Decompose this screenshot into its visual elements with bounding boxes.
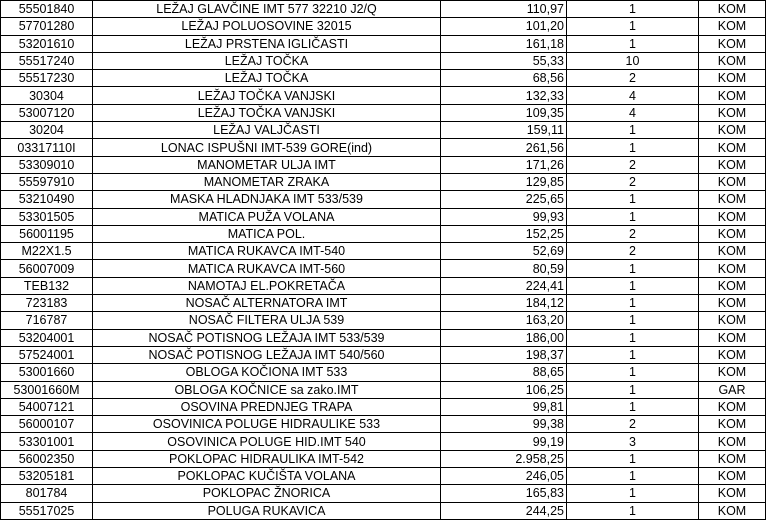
part-quantity-cell: 1: [567, 35, 699, 52]
part-price-cell: 101,20: [441, 18, 567, 35]
table-row: [1, 398, 766, 415]
part-quantity-cell: 4: [567, 104, 699, 121]
table-row: [1, 87, 766, 104]
part-name-cell: LEŽAJ TOČKA VANJSKI: [93, 104, 441, 121]
part-unit-cell: KOM: [699, 243, 766, 260]
table-row: [1, 450, 766, 467]
table-row: [1, 295, 766, 312]
part-code-cell: TEB132: [1, 277, 93, 294]
part-name-cell: MATICA RUKAVCA IMT-540: [93, 243, 441, 260]
part-price-cell: 106,25: [441, 381, 567, 398]
table-row: [1, 416, 766, 433]
part-name-cell: NOSAČ POTISNOG LEŽAJA IMT 540/560: [93, 346, 441, 363]
part-unit-cell: KOM: [699, 70, 766, 87]
part-quantity-cell: 1: [567, 191, 699, 208]
part-price-cell: 225,65: [441, 191, 567, 208]
part-unit-cell: KOM: [699, 468, 766, 485]
part-code-cell: 30204: [1, 122, 93, 139]
part-code-cell: 723183: [1, 295, 93, 312]
part-name-cell: OBLOGA KOČNICE sa zako.IMT: [93, 381, 441, 398]
part-name-cell: OBLOGA KOČIONA IMT 533: [93, 364, 441, 381]
part-name-cell: MATICA POL.: [93, 225, 441, 242]
part-quantity-cell: 3: [567, 433, 699, 450]
part-price-cell: 261,56: [441, 139, 567, 156]
part-code-cell: 55597910: [1, 173, 93, 190]
part-name-cell: LEŽAJ POLUOSOVINE 32015: [93, 18, 441, 35]
part-quantity-cell: 1: [567, 485, 699, 502]
part-quantity-cell: 1: [567, 122, 699, 139]
part-name-cell: LEŽAJ GLAVČINE IMT 577 32210 J2/Q: [93, 1, 441, 18]
part-price-cell: 80,59: [441, 260, 567, 277]
part-name-cell: MATICA PUŽA VOLANA: [93, 208, 441, 225]
part-price-cell: 163,20: [441, 312, 567, 329]
part-code-cell: 53205181: [1, 468, 93, 485]
part-unit-cell: KOM: [699, 416, 766, 433]
table-row: [1, 346, 766, 363]
table-row: [1, 156, 766, 173]
part-unit-cell: KOM: [699, 191, 766, 208]
part-unit-cell: KOM: [699, 173, 766, 190]
part-code-cell: 55517230: [1, 70, 93, 87]
part-unit-cell: KOM: [699, 364, 766, 381]
part-quantity-cell: 1: [567, 277, 699, 294]
part-unit-cell: KOM: [699, 104, 766, 121]
table-row: [1, 485, 766, 502]
table-row: [1, 225, 766, 242]
part-unit-cell: KOM: [699, 260, 766, 277]
part-code-cell: 03317110I: [1, 139, 93, 156]
part-code-cell: 801784: [1, 485, 93, 502]
part-code-cell: 55501840: [1, 1, 93, 18]
part-unit-cell: KOM: [699, 295, 766, 312]
part-unit-cell: KOM: [699, 156, 766, 173]
part-quantity-cell: 2: [567, 225, 699, 242]
part-name-cell: POLUGA RUKAVICA: [93, 502, 441, 519]
part-code-cell: 716787: [1, 312, 93, 329]
part-code-cell: 56007009: [1, 260, 93, 277]
part-price-cell: 159,11: [441, 122, 567, 139]
part-unit-cell: KOM: [699, 139, 766, 156]
part-quantity-cell: 1: [567, 450, 699, 467]
part-name-cell: OSOVINICA POLUGE HIDRAULIKE 533: [93, 416, 441, 433]
part-code-cell: 53001660M: [1, 381, 93, 398]
part-name-cell: POKLOPAC HIDRAULIKA IMT-542: [93, 450, 441, 467]
part-name-cell: LONAC ISPUŠNI IMT-539 GORE(ind): [93, 139, 441, 156]
part-quantity-cell: 1: [567, 295, 699, 312]
part-name-cell: MANOMETAR ULJA IMT: [93, 156, 441, 173]
part-unit-cell: KOM: [699, 502, 766, 519]
table-row: [1, 277, 766, 294]
table-row: [1, 381, 766, 398]
table-row: [1, 312, 766, 329]
part-quantity-cell: 1: [567, 260, 699, 277]
part-name-cell: NOSAČ ALTERNATORA IMT: [93, 295, 441, 312]
table-row: [1, 52, 766, 69]
part-price-cell: 165,83: [441, 485, 567, 502]
part-quantity-cell: 1: [567, 364, 699, 381]
part-code-cell: 57524001: [1, 346, 93, 363]
part-quantity-cell: 1: [567, 329, 699, 346]
part-price-cell: 2.958,25: [441, 450, 567, 467]
part-price-cell: 152,25: [441, 225, 567, 242]
table-row: [1, 191, 766, 208]
part-name-cell: MASKA HLADNJAKA IMT 533/539: [93, 191, 441, 208]
part-quantity-cell: 1: [567, 208, 699, 225]
part-code-cell: 53210490: [1, 191, 93, 208]
part-quantity-cell: 10: [567, 52, 699, 69]
part-quantity-cell: 1: [567, 381, 699, 398]
part-unit-cell: KOM: [699, 433, 766, 450]
part-unit-cell: KOM: [699, 312, 766, 329]
part-price-cell: 99,19: [441, 433, 567, 450]
part-price-cell: 171,26: [441, 156, 567, 173]
part-unit-cell: KOM: [699, 329, 766, 346]
table-row: [1, 208, 766, 225]
table-row: [1, 173, 766, 190]
part-name-cell: MANOMETAR ZRAKA: [93, 173, 441, 190]
part-unit-cell: KOM: [699, 485, 766, 502]
parts-table-body: [1, 1, 766, 520]
part-code-cell: 55517025: [1, 502, 93, 519]
table-row: [1, 35, 766, 52]
table-row: [1, 18, 766, 35]
part-unit-cell: KOM: [699, 87, 766, 104]
part-name-cell: OSOVINICA POLUGE HID.IMT 540: [93, 433, 441, 450]
part-unit-cell: KOM: [699, 18, 766, 35]
table-row: [1, 433, 766, 450]
part-name-cell: LEŽAJ TOČKA VANJSKI: [93, 87, 441, 104]
part-name-cell: POKLOPAC ŽNORICA: [93, 485, 441, 502]
part-price-cell: 68,56: [441, 70, 567, 87]
part-name-cell: POKLOPAC KUČIŠTA VOLANA: [93, 468, 441, 485]
part-quantity-cell: 1: [567, 468, 699, 485]
part-unit-cell: KOM: [699, 35, 766, 52]
table-row: [1, 364, 766, 381]
part-quantity-cell: 1: [567, 139, 699, 156]
part-name-cell: LEŽAJ VALJČASTI: [93, 122, 441, 139]
part-name-cell: LEŽAJ TOČKA: [93, 52, 441, 69]
table-row: [1, 122, 766, 139]
table-row: [1, 70, 766, 87]
table-row: [1, 260, 766, 277]
part-code-cell: 53301505: [1, 208, 93, 225]
part-unit-cell: KOM: [699, 398, 766, 415]
part-quantity-cell: 2: [567, 243, 699, 260]
part-quantity-cell: 1: [567, 18, 699, 35]
table-row: [1, 1, 766, 18]
part-quantity-cell: 1: [567, 1, 699, 18]
part-price-cell: 132,33: [441, 87, 567, 104]
part-price-cell: 99,81: [441, 398, 567, 415]
table-row: [1, 329, 766, 346]
part-code-cell: 54007121: [1, 398, 93, 415]
part-code-cell: M22X1.5: [1, 243, 93, 260]
part-code-cell: 53007120: [1, 104, 93, 121]
part-code-cell: 53204001: [1, 329, 93, 346]
part-quantity-cell: 2: [567, 416, 699, 433]
part-quantity-cell: 4: [567, 87, 699, 104]
part-price-cell: 246,05: [441, 468, 567, 485]
table-row: [1, 243, 766, 260]
part-code-cell: 53001660: [1, 364, 93, 381]
part-unit-cell: KOM: [699, 52, 766, 69]
part-unit-cell: KOM: [699, 208, 766, 225]
part-code-cell: 57701280: [1, 18, 93, 35]
part-code-cell: 53309010: [1, 156, 93, 173]
part-price-cell: 184,12: [441, 295, 567, 312]
part-unit-cell: KOM: [699, 450, 766, 467]
part-quantity-cell: 2: [567, 173, 699, 190]
part-unit-cell: GAR: [699, 381, 766, 398]
part-price-cell: 88,65: [441, 364, 567, 381]
part-price-cell: 99,93: [441, 208, 567, 225]
part-code-cell: 55517240: [1, 52, 93, 69]
part-price-cell: 244,25: [441, 502, 567, 519]
part-price-cell: 110,97: [441, 1, 567, 18]
part-quantity-cell: 1: [567, 312, 699, 329]
part-quantity-cell: 2: [567, 70, 699, 87]
table-row: [1, 139, 766, 156]
table-row: [1, 502, 766, 519]
part-unit-cell: KOM: [699, 277, 766, 294]
part-price-cell: 186,00: [441, 329, 567, 346]
part-price-cell: 109,35: [441, 104, 567, 121]
part-unit-cell: KOM: [699, 1, 766, 18]
part-price-cell: 161,18: [441, 35, 567, 52]
part-name-cell: NOSAČ POTISNOG LEŽAJA IMT 533/539: [93, 329, 441, 346]
part-quantity-cell: 2: [567, 156, 699, 173]
part-quantity-cell: 1: [567, 502, 699, 519]
part-price-cell: 224,41: [441, 277, 567, 294]
part-price-cell: 55,33: [441, 52, 567, 69]
part-code-cell: 56002350: [1, 450, 93, 467]
part-price-cell: 52,69: [441, 243, 567, 260]
part-price-cell: 129,85: [441, 173, 567, 190]
part-name-cell: MATICA RUKAVCA IMT-560: [93, 260, 441, 277]
part-code-cell: 53201610: [1, 35, 93, 52]
part-unit-cell: KOM: [699, 346, 766, 363]
part-name-cell: LEŽAJ PRSTENA IGLIČASTI: [93, 35, 441, 52]
part-unit-cell: KOM: [699, 225, 766, 242]
table-row: [1, 468, 766, 485]
part-code-cell: 53301001: [1, 433, 93, 450]
part-name-cell: NAMOTAJ EL.POKRETAČA: [93, 277, 441, 294]
part-price-cell: 99,38: [441, 416, 567, 433]
part-code-cell: 30304: [1, 87, 93, 104]
part-price-cell: 198,37: [441, 346, 567, 363]
part-unit-cell: KOM: [699, 122, 766, 139]
part-code-cell: 56000107: [1, 416, 93, 433]
part-name-cell: NOSAČ FILTERA ULJA 539: [93, 312, 441, 329]
part-quantity-cell: 1: [567, 346, 699, 363]
part-quantity-cell: 1: [567, 398, 699, 415]
table-row: [1, 104, 766, 121]
part-name-cell: OSOVINA PREDNJEG TRAPA: [93, 398, 441, 415]
part-name-cell: LEŽAJ TOČKA: [93, 70, 441, 87]
part-code-cell: 56001195: [1, 225, 93, 242]
